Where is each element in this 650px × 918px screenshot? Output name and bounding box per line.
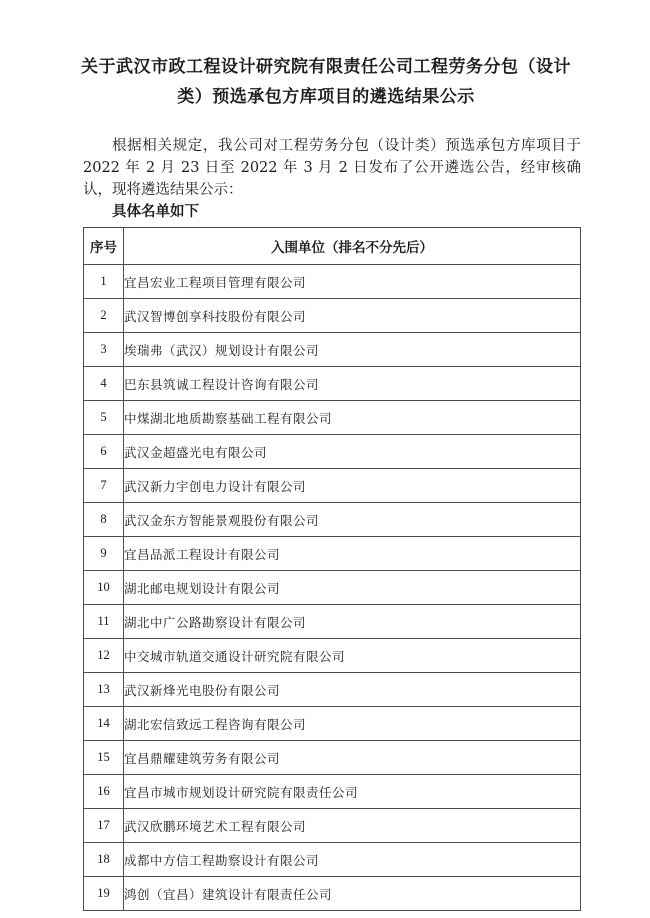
row-company-name: 武汉智博创享科技股份有限公司 bbox=[124, 299, 581, 333]
table-row bbox=[84, 435, 581, 469]
row-serial-number: 18 bbox=[84, 843, 124, 877]
row-company-name: 巴东县筑诚工程设计咨询有限公司 bbox=[124, 367, 581, 401]
table-row bbox=[84, 367, 581, 401]
row-serial-number: 2 bbox=[84, 299, 124, 333]
table-row bbox=[84, 537, 581, 571]
table-row bbox=[84, 843, 581, 877]
row-company-name: 湖北宏信致远工程咨询有限公司 bbox=[124, 707, 581, 741]
row-company-name: 湖北邮电规划设计有限公司 bbox=[124, 571, 581, 605]
row-company-name: 中交城市轨道交通设计研究院有限公司 bbox=[124, 639, 581, 673]
row-company-name: 宜昌品派工程设计有限公司 bbox=[124, 537, 581, 571]
table-row bbox=[84, 877, 581, 911]
row-company-name: 宜昌鼎耀建筑劳务有限公司 bbox=[124, 741, 581, 775]
row-serial-number: 11 bbox=[84, 605, 124, 639]
header-shortlisted-units: 入围单位（排名不分先后） bbox=[124, 228, 581, 265]
table-row bbox=[84, 741, 581, 775]
row-company-name: 武汉欣鹏环境艺术工程有限公司 bbox=[124, 809, 581, 843]
results-table bbox=[83, 227, 581, 911]
row-company-name: 宜昌市城市规划设计研究院有限责任公司 bbox=[124, 775, 581, 809]
row-serial-number: 10 bbox=[84, 571, 124, 605]
row-company-name: 武汉新烽光电股份有限公司 bbox=[124, 673, 581, 707]
list-intro: 具体名单如下 bbox=[112, 203, 199, 220]
table-row bbox=[84, 775, 581, 809]
row-serial-number: 7 bbox=[84, 469, 124, 503]
row-serial-number: 4 bbox=[84, 367, 124, 401]
row-serial-number: 9 bbox=[84, 537, 124, 571]
row-company-name: 湖北中广公路勘察设计有限公司 bbox=[124, 605, 581, 639]
table-row bbox=[84, 401, 581, 435]
table-row bbox=[84, 333, 581, 367]
row-serial-number: 16 bbox=[84, 775, 124, 809]
row-serial-number: 14 bbox=[84, 707, 124, 741]
row-serial-number: 3 bbox=[84, 333, 124, 367]
table-row bbox=[84, 469, 581, 503]
table-row bbox=[84, 639, 581, 673]
row-company-name: 武汉新力宇创电力设计有限公司 bbox=[124, 469, 581, 503]
table-row bbox=[84, 605, 581, 639]
row-company-name: 武汉金东方智能景观股份有限公司 bbox=[124, 503, 581, 537]
row-serial-number: 1 bbox=[84, 265, 124, 299]
row-serial-number: 13 bbox=[84, 673, 124, 707]
table-row bbox=[84, 265, 581, 299]
table-row bbox=[84, 707, 581, 741]
table-row bbox=[84, 299, 581, 333]
table-row bbox=[84, 809, 581, 843]
table-row bbox=[84, 503, 581, 537]
row-company-name: 中煤湖北地质勘察基础工程有限公司 bbox=[124, 401, 581, 435]
row-company-name: 宜昌宏业工程项目管理有限公司 bbox=[124, 265, 581, 299]
table-header-row bbox=[84, 228, 581, 265]
row-serial-number: 15 bbox=[84, 741, 124, 775]
row-company-name: 武汉金超盛光电有限公司 bbox=[124, 435, 581, 469]
table-row bbox=[84, 673, 581, 707]
row-serial-number: 19 bbox=[84, 877, 124, 911]
row-serial-number: 12 bbox=[84, 639, 124, 673]
row-serial-number: 8 bbox=[84, 503, 124, 537]
header-serial-number: 序号 bbox=[84, 228, 124, 265]
results-table-body bbox=[84, 265, 581, 911]
row-company-name: 鸿创（宜昌）建筑设计有限责任公司 bbox=[124, 877, 581, 911]
document-title: 关于武汉市政工程设计研究院有限责任公司工程劳务分包（设计类）预选承包方库项目的遴选结果公示 bbox=[81, 57, 571, 107]
row-company-name: 成都中方信工程勘察设计有限公司 bbox=[124, 843, 581, 877]
row-serial-number: 6 bbox=[84, 435, 124, 469]
announcement-paragraph: 根据相关规定，我公司对工程劳务分包（设计类）预选承包方库项目于 2022 年 2 月 23 日至 2022 年 3 月 2 日发布了公开遴选公告，经审核确认，现将遴选结果公示： bbox=[83, 138, 581, 198]
row-serial-number: 5 bbox=[84, 401, 124, 435]
table-row bbox=[84, 571, 581, 605]
row-serial-number: 17 bbox=[84, 809, 124, 843]
row-company-name: 埃瑞弗（武汉）规划设计有限公司 bbox=[124, 333, 581, 367]
